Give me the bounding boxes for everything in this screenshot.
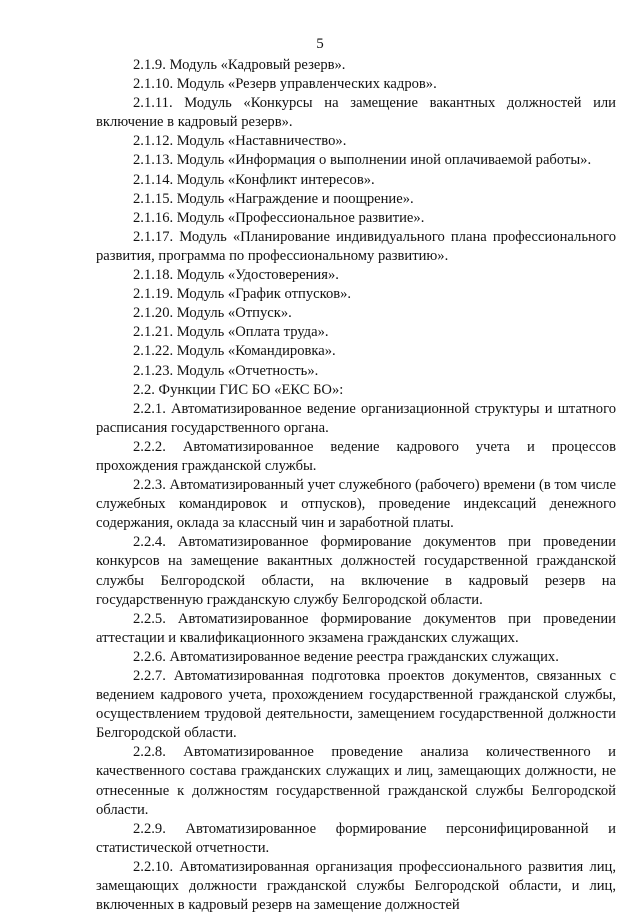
item-2-1-12: 2.1.12. Модуль «Наставничество». — [133, 133, 347, 150]
section-2-2-heading: 2.2. Функции ГИС БО «ЕКС БО»: — [133, 381, 344, 398]
item-2-1-13: 2.1.13. Модуль «Информация о выполнении иной оплачиваемой работы». — [133, 152, 592, 169]
item-2-1-22: 2.1.22. Модуль «Командировка». — [133, 343, 336, 360]
item-2-1-18: 2.1.18. Модуль «Удостоверения». — [133, 267, 339, 284]
item-2-1-20: 2.1.20. Модуль «Отпуск». — [133, 305, 292, 322]
item-2-1-17: 2.1.17. Модуль «Планирование индивидуального плана профессионального развития, программа по профессиональному развитию». — [96, 228, 616, 264]
item-2-2-6: 2.2.6. Автоматизированное ведение реестра гражданских служащих. — [133, 648, 559, 665]
item-2-2-4: 2.2.4. Автоматизированное формирование документов при проведении конкурсов на замещение вакантных должностей государственной гражданской службы Белгородской области, на включение в кадровый резерв на государственную гражданскую службу Белгородской области. — [96, 534, 616, 608]
item-2-1-9: 2.1.9. Модуль «Кадровый резерв». — [133, 57, 346, 73]
item-2-1-11: 2.1.11. Модуль «Конкурсы на замещение вакантных должностей или включение в кадровый резерв». — [96, 95, 616, 131]
item-2-2-3: 2.2.3. Автоматизированный учет служебного (рабочего) времени (в том числе служебных командировок и отпусков), проведение индексаций денежного содержания, оклада за классный чин и заработной платы. — [96, 477, 616, 532]
item-2-2-9: 2.2.9. Автоматизированное формирование персонифицированной и статистической отчетности. — [96, 820, 616, 856]
item-2-1-16: 2.1.16. Модуль «Профессиональное развитие». — [133, 209, 425, 226]
document-body — [96, 56, 616, 915]
item-2-1-23: 2.1.23. Модуль «Отчетность». — [133, 362, 319, 379]
item-2-2-7: 2.2.7. Автоматизированная подготовка проектов документов, связанных с ведением кадрового учета, прохождением государственной гражданской службы, осуществлением трудовой деятельности, замещением государственной должности Белгородской области. — [96, 668, 616, 742]
item-2-2-5: 2.2.5. Автоматизированное формирование документов при проведении аттестации и квалификационного экзамена гражданских служащих. — [96, 610, 616, 646]
item-2-1-21: 2.1.21. Модуль «Оплата труда». — [133, 324, 329, 341]
item-2-2-1: 2.2.1. Автоматизированное ведение организационной структуры и штатного расписания государственного органа. — [96, 400, 616, 436]
item-2-1-19: 2.1.19. Модуль «График отпусков». — [133, 286, 352, 303]
item-2-2-8: 2.2.8. Автоматизированное проведение анализа количественного и качественного состава гражданских служащих и лиц, замещающих должности, не отнесенные к должностям государственной гражданской службы Белгородской области. — [96, 744, 616, 818]
item-2-1-15: 2.1.15. Модуль «Награждение и поощрение». — [133, 190, 414, 207]
page-number: 5 — [316, 36, 324, 52]
item-2-2-2: 2.2.2. Автоматизированное ведение кадрового учета и процессов прохождения гражданской службы. — [96, 438, 616, 474]
item-2-1-10: 2.1.10. Модуль «Резерв управленческих кадров». — [133, 76, 437, 93]
item-2-2-10: 2.2.10. Автоматизированная организация профессионального развития лиц, замещающих должности гражданской службы Белгородской области, и лиц, включенных в кадровый резерв на замещение должностей — [96, 858, 616, 914]
item-2-1-14: 2.1.14. Модуль «Конфликт интересов». — [133, 171, 375, 188]
